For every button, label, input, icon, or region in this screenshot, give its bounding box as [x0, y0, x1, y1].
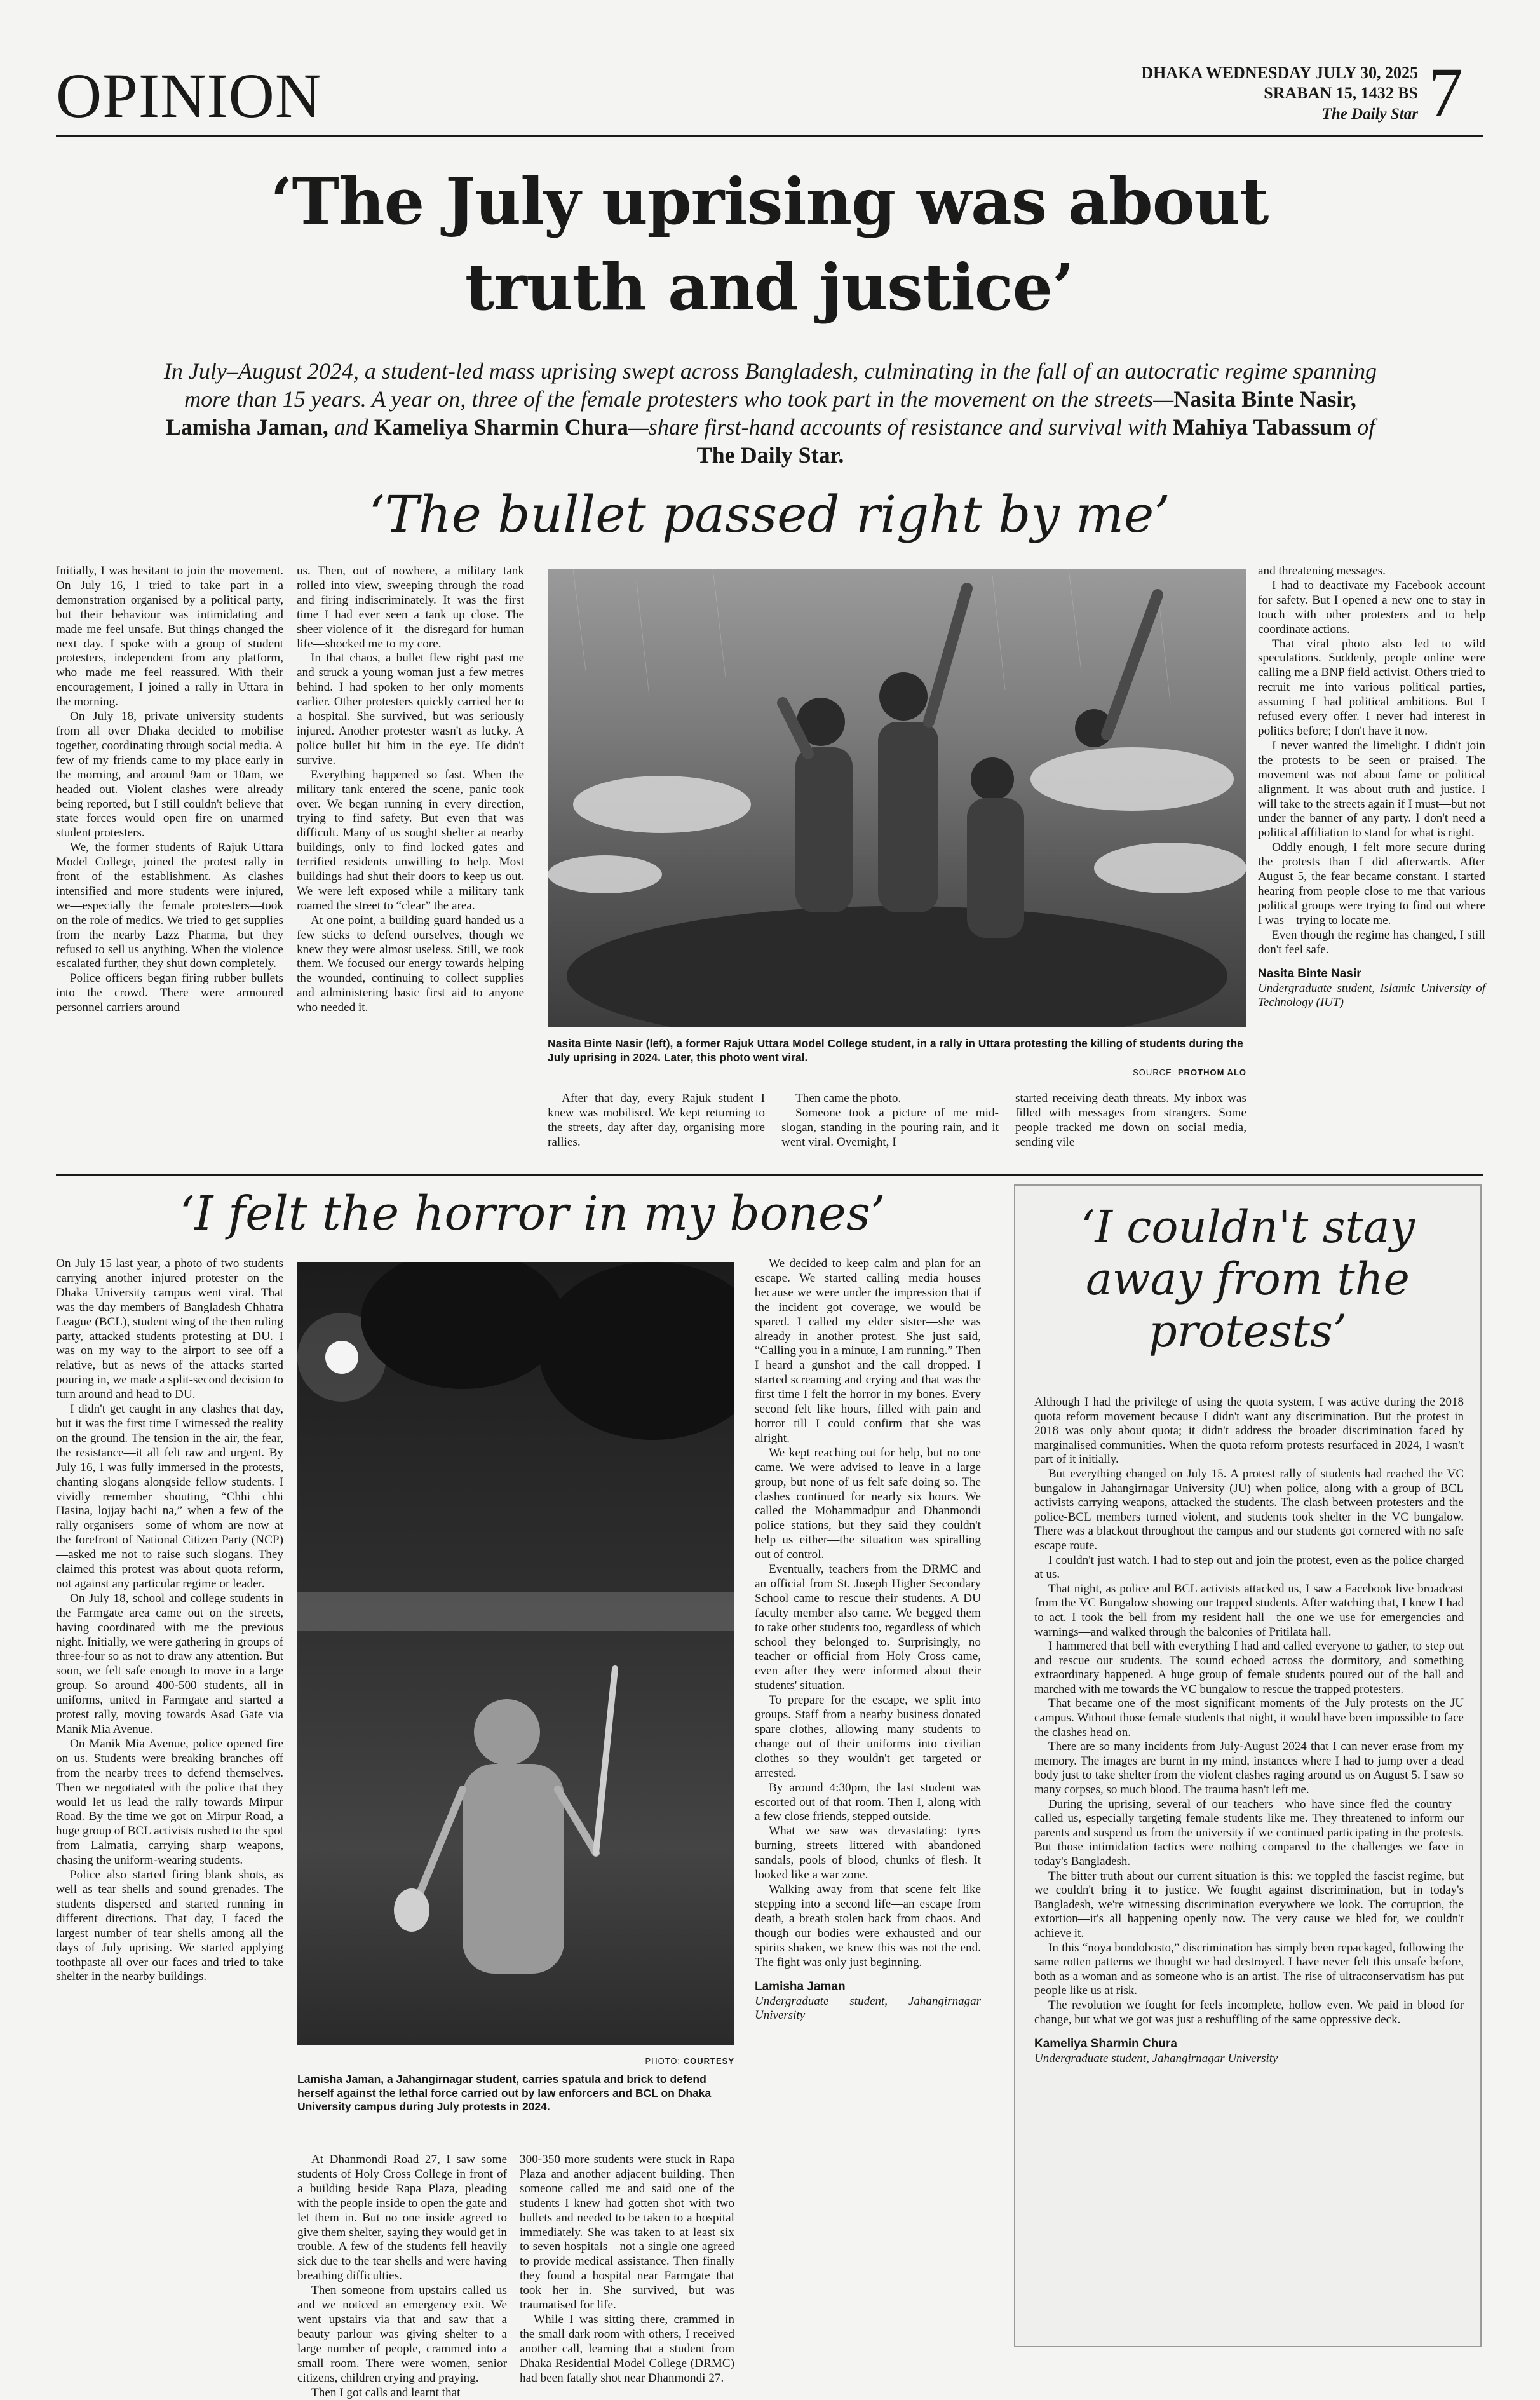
campus-photo-credit: [572, 2056, 734, 2066]
campus-photo-illustration: [297, 1262, 734, 2045]
paragraph: We, the former students of Rajuk Uttara Model College, joined the protest rally in front of the establishment. As clashes intensified and more students were injured, we—especially the female protesters—took on the role of medics. We tried to get supplies from the nearby Lazz Pharma, but they refused to sell us anything. When the violence escalated further, they shut down completely.: [56, 841, 283, 972]
story1-col-6: [1258, 564, 1485, 1010]
paragraph: After that day, every Rajuk student I knew was mobilised. We kept returning to the streets, day after day, organising more rallies.: [548, 1092, 765, 1150]
story3-title: [1014, 1201, 1482, 1357]
story1-col-4: [781, 1092, 999, 1150]
paragraph: In this “noya bondobosto,” discrimination has simply been repackaged, following the same rotten patterns we thought we had destroyed. I have never felt this unsafe before, both as a woman and as someone who is an artist. The rise of ultraconservatism has put people like us at risk.: [1034, 1941, 1464, 1998]
story-divider: [56, 1174, 1483, 1176]
credit-label: PHOTO:: [645, 2056, 681, 2066]
story3-title-line-3: protests’: [1014, 1305, 1482, 1357]
credit-name: PROTHOM ALO: [1178, 1068, 1246, 1077]
paragraph: There are so many incidents from July-August 2024 that I can never erase from my memory. The images are burnt in my mind, instances where I had to jump over a dead body just to take shelter from the violent clashes raging around us on August 5. I saw so many corpses, so much blood. The trauma hasn't left me.: [1034, 1740, 1464, 1797]
paragraph: By around 4:30pm, the last student was escorted out of that room. Then I, along with a few close friends, stepped outside.: [755, 1781, 981, 1825]
intro-and: and: [328, 414, 374, 440]
paragraph: The bitter truth about our current situation is this: we toppled the fascist regime, but we couldn't bring it to justice. We fought against discrimination, but in today's Bangladesh, we're witnessing discrimination everywhere we look. The corruption, the extortion—it's all happening openly now. The very cause we bled for, we couldn't achieve it.: [1034, 1869, 1464, 1941]
story1-title: ‘The bullet passed right by me’: [56, 483, 1483, 546]
paragraph: Someone took a picture of me mid-slogan, standing in the pouring rain, and it went viral. Overnight, I: [781, 1106, 999, 1150]
story2-col-1: [56, 1257, 283, 1984]
rally-photo-illustration: [548, 569, 1246, 1027]
paragraph: On Manik Mia Avenue, police opened fire on us. Students were breaking branches off from the nearby trees to defend themselves. Then we negotiated with the police that they would let us lead the rally towards Mirpur Road. By the time we got on Mirpur Road, a huge group of BCL activists rushed to the spot from Lalmatia, carrying sharp weapons, chasing the uniform-wearing students.: [56, 1737, 283, 1868]
story1-signature-name: Nasita Binte Nasir: [1258, 967, 1485, 982]
paragraph: Police officers began firing rubber bullets into the crowd. There were armoured personnel carriers around: [56, 972, 283, 1015]
paragraph: Then I got calls and learnt that: [297, 2386, 507, 2400]
intro-text-2: —share first-hand accounts of resistance and survival with: [628, 414, 1173, 440]
bangla-date: SRABAN 15, 1432 BS: [1037, 84, 1418, 103]
story2-signature-role: Undergraduate student, Jahangirnagar University: [755, 1995, 981, 2023]
paragraph: We kept reaching out for help, but no one came. We were advised to leave in a large group, but none of us felt safe doing so. The clashes continued for nearly six hours. We called the Mohammadpur and Dhanmondi police stations, but they said they couldn't help us either—the situation was spiralling out of control.: [755, 1446, 981, 1563]
intro-standfirst: [159, 357, 1382, 469]
story1-col-1: [56, 564, 283, 1015]
paragraph: The revolution we fought for feels incomplete, hollow even. We paid in blood for change, but what we got was just a reshuffling of the same oppressive deck.: [1034, 1998, 1464, 2027]
paragraph: Although I had the privilege of using the quota system, I was active during the 2018 quota reform movement because I didn't want any discrimination. But the protest in 2018 was only about quota; it didn't address the broader discrimination faced by marginalised communities. When the quota reform protests resurfaced in 2024, I wasn't part of it initially.: [1034, 1395, 1464, 1467]
paragraph: I didn't get caught in any clashes that day, but it was the first time I witnessed the reality on the ground. The tension in the air, the fear, the resistance—it all felt raw and urgent. By July 16, I was fully immersed in the protests, chanting slogans alongside fellow students. I vividly remember shouting, “Chhi chhi Hasina, lojjay bachi na,” when a few of the rally organisers—some of whom are now at the forefront of National Citizen Party (NCP)—asked me not to raise such slogans. They claimed this protest was about quota reform, not against any particular regime or leader.: [56, 1402, 283, 1592]
paragraph: Police also started firing blank shots, as well as tear shells and sound grenades. The students dispersed and started running in different directions. That day, I faced the largest number of tear shells among all the days of July uprising. We started applying toothpaste all over our faces and tried to take shelter in the nearby buildings.: [56, 1868, 283, 1984]
paragraph: I never wanted the limelight. I didn't join the protests to be seen or praised. The movement was not about fame or political alignment. It was about truth and justice. I will take to the streets again if I must—but not under the banner of any party. I don't need a political affiliation to stand for what is right.: [1258, 739, 1485, 841]
story1-col-5: [1015, 1092, 1246, 1150]
paragraph: We decided to keep calm and plan for an escape. We started calling media houses because we were under the impression that if the incident got coverage, we would be spared. I called my elder sister—she was already in another protest. She just said, “Calling you in a minute, I am running.” Then I heard a gunshot and the call dropped. I started screaming and crying and that was the first time I felt the horror in my bones. Every second felt like hours, filled with pain and horror till I could confirm that she was alright.: [755, 1257, 981, 1446]
intro-of: of: [1351, 414, 1375, 440]
paragraph: Everything happened so fast. When the military tank entered the scene, panic took over. We began running in every direction, trying to find safety. But even that was difficult. Many of us sought shelter at nearby buildings, only to find locked gates and terrified residents unwilling to help. Most buildings had shut their doors to keep us out. We were left exposed while a military tank roamed the street to “clear” the area.: [297, 768, 524, 914]
rally-photo: [548, 569, 1246, 1027]
masthead-rule: [56, 135, 1483, 137]
story2-col-4: [755, 1257, 981, 2023]
paragraph: In that chaos, a bullet flew right past me and struck a young woman just a few metres behind. I had spoken to her only moments earlier. Other protesters quickly carried her to a hospital. She survived, but was seriously injured. Another protester wasn't as lucky. A police bullet hit him in the eye. He didn't survive.: [297, 651, 524, 768]
paragraph: us. Then, out of nowhere, a military tank rolled into view, sweeping through the road and firing indiscriminately. It was the first time I had ever seen a tank up close. The sheer violence of it—the disregard for human life—shocked me to my core.: [297, 564, 524, 651]
paragraph: At one point, a building guard handed us a few sticks to defend ourselves, though we knew they were almost useless. Still, we took them. We focused our energy towards helping the wounded, continuing to collect supplies and administering basic first aid to anyone who needed it.: [297, 914, 524, 1015]
paragraph: On July 18, private university students from all over Dhaka decided to mobilise together, coordinating through social media. A few of my friends came to my place early in the morning, and around 9am or 10am, we headed out. Violent clashes were already being reported, but I still couldn't believe that state forces would open fire on unarmed student protesters.: [56, 710, 283, 841]
story2-signature-name: Lamisha Jaman: [755, 1980, 981, 1995]
paragraph: Oddly enough, I felt more secure during the protests than I did afterwards. After August 5, the fear became constant. I started hearing from people close to me that various political groups were trying to find out where I was—trying to locate me.: [1258, 841, 1485, 928]
paragraph: and threatening messages.: [1258, 564, 1485, 579]
campus-photo-caption: Lamisha Jaman, a Jahangirnagar student, carries spatula and brick to defend herself against the lethal force carried out by law enforcers and BCL on Dhaka University campus during July protests in 2024.: [297, 2073, 734, 2114]
story2-col-2: [297, 2153, 507, 2400]
paper-name: The Daily Star: [1037, 105, 1418, 123]
credit-name: COURTESY: [684, 2056, 734, 2066]
headline-line-2: truth and justice’: [56, 245, 1483, 330]
story1-signature-role: Undergraduate student, Islamic University of Technology (IUT): [1258, 982, 1485, 1010]
section-title: OPINION: [56, 60, 321, 132]
paragraph: I had to deactivate my Facebook account for safety. But I opened a new one to stay in touch with other protesters and to help coordinate actions.: [1258, 579, 1485, 637]
date-line: DHAKA WEDNESDAY JULY 30, 2025: [1037, 64, 1418, 83]
paragraph: That became one of the most significant moments of the July protests on the JU campus. Without those female students that night, it would have been impossible to face the clashes head on.: [1034, 1697, 1464, 1740]
paragraph: Then someone from upstairs called us and we noticed an emergency exit. We went upstairs via that and saw that a beauty parlour was giving shelter to a large number of people, crammed into a small room. There were women, senior citizens, children crying and praying.: [297, 2284, 507, 2385]
story1-col-2: [297, 564, 524, 1015]
page-number: 7: [1428, 57, 1463, 127]
rally-photo-caption: Nasita Binte Nasir (left), a former Rajuk Uttara Model College student, in a rally in Uttara protesting the killing of students during the July uprising in 2024. Later, this photo went viral.: [548, 1037, 1246, 1064]
headline: [56, 159, 1483, 330]
intro-names: Nasita Binte Nasir, Lamisha Jaman,: [166, 386, 1356, 440]
headline-line-1: ‘The July uprising was about: [56, 159, 1483, 245]
paragraph: That viral photo also led to wild speculations. Suddenly, people online were calling me a BNP field activist. Others tried to recruit me into various political parties, assuming I had political ambitions. But I refused every offer. I never had interest in politics before; I don't have it now.: [1258, 637, 1485, 739]
credit-label: SOURCE:: [1133, 1068, 1175, 1077]
paragraph: At Dhanmondi Road 27, I saw some students of Holy Cross College in front of a building beside Rapa Plaza, pleading with the people inside to open the gate and let them in. But no one inside agreed to give them shelter, saying they would get in trouble. A few of the students fell heavily sick due to the tear shells and were having breathing difficulties.: [297, 2153, 507, 2284]
paragraph: I couldn't just watch. I had to step out and join the protest, even as the police charged at us.: [1034, 1554, 1464, 1582]
paragraph: 300-350 more students were stuck in Rapa Plaza and another adjacent building. Then someone called me and said one of the students I knew had gotten shot with two bullets and needed to be taken to a hospital immediately. She was taken to at least six to seven hospitals—not a single one agreed to provide medical assistance. Then finally they found a hospital near Farmgate that took her in. She survived, but was traumatised for life.: [520, 2153, 734, 2313]
paragraph: Then came the photo.: [781, 1092, 999, 1106]
intro-name-3: Kameliya Sharmin Chura: [374, 414, 628, 440]
story3-title-line-1: ‘I couldn't stay: [1014, 1201, 1482, 1253]
paragraph: To prepare for the escape, we split into groups. Staff from a nearby business donated spare clothes, allowing many students to change out of their uniforms into civilian clothes so they wouldn't get targeted or arrested.: [755, 1693, 981, 1780]
paragraph: I hammered that bell with everything I had and called everyone to gather, to step out and rescue our students. The sound echoed across the dormitory, and something extraordinary happened. A huge group of female students poured out of the hall and marched with me towards the VC bungalow to rescue the trapped protesters.: [1034, 1639, 1464, 1697]
story3-signature-role: Undergraduate student, Jahangirnagar University: [1034, 2052, 1464, 2066]
story2-title: ‘I felt the horror in my bones’: [56, 1183, 1009, 1244]
paragraph: Initially, I was hesitant to join the movement. On July 16, I tried to take part in a demonstration organised by a political party, but their behaviour was intimidating and made me feel unsafe. But things changed the next day. I spoke with a group of student protesters, independent from any platform, who made me feel reassured. With their encouragement, I joined a rally in Uttara in the morning.: [56, 564, 283, 710]
story3-body: [1034, 1395, 1464, 2066]
paragraph: started receiving death threats. My inbox was filled with messages from strangers. Some people tracked me down on social media, sending vile: [1015, 1092, 1246, 1150]
intro-author: Mahiya Tabassum: [1173, 414, 1351, 440]
story2-col-3: [520, 2153, 734, 2386]
paragraph: During the uprising, several of our teachers—who have since fled the country—called us, especially targeting female students like me. They threatened to inform our parents and suspend us from the university if we continued participating in the protests. But those intimidation tactics were nothing compared to the challenges we face in today's Bangladesh.: [1034, 1798, 1464, 1869]
campus-photo: [297, 1262, 734, 2045]
story1-col-3: [548, 1092, 765, 1150]
paragraph: That night, as police and BCL activists attacked us, I saw a Facebook live broadcast from the VC Bungalow showing our trapped students. After watching that, I knew I had to act. I took the bell from my resident hall—the one we use for emergencies and warnings—and walked through the balconies of Pritilata hall.: [1034, 1582, 1464, 1639]
rally-photo-credit: [1067, 1068, 1246, 1077]
paragraph: On July 18, school and college students in the Farmgate area came out on the streets, having coordinated with me the previous night. Initially, we were gathering in groups of three-four so as not to draw any attention. But soon, we felt safe enough to move in a large group. So around 400-500 students, all in uniforms, united in Farmgate and started a protest rally, moving towards Asad Gate via Manik Mia Avenue.: [56, 1592, 283, 1737]
paragraph: But everything changed on July 15. A protest rally of students had reached the VC bungalow in Jahangirnagar University (JU) when police, along with a group of BCL activists carrying weapons, attacked the students. The clash between protesters and the police-BCL members turned violent, and students took shelter in the VC bungalow. There was a blackout throughout the campus and our students got cornered with no safe escape route.: [1034, 1467, 1464, 1554]
story3-title-line-2: away from the: [1014, 1253, 1482, 1305]
intro-paper: The Daily Star.: [697, 442, 844, 468]
paragraph: On July 15 last year, a photo of two students carrying another injured protester on the Dhaka University campus went viral. That was the day members of Bangladesh Chhatra League (BCL), student wing of the then ruling party, attacked students protesting at DU. I was on my way to the airport to see off a relative, but as news of the attacks started pouring in, we made a split-second decision to turn around and head to DU.: [56, 1257, 283, 1402]
paragraph: Walking away from that scene felt like stepping into a second life—an escape from death, a breath stolen back from chaos. And though our bodies were exhausted and our spirits shaken, we knew this was not the end. The fight was only just beginning.: [755, 1883, 981, 1970]
paragraph: What we saw was devastating: tyres burning, streets littered with abandoned sandals, pools of blood, chunks of flesh. It looked like a war zone.: [755, 1824, 981, 1883]
paragraph: While I was sitting there, crammed in the small dark room with others, I received another call, learning that a student from Dhaka Residential Model College (DRMC) had been fatally shot near Dhanmondi 27.: [520, 2313, 734, 2386]
paragraph: Even though the regime has changed, I still don't feel safe.: [1258, 928, 1485, 958]
intro-text: In July–August 2024, a student-led mass uprising swept across Bangladesh, culminating in the fall of an autocratic regime spanning more than 15 years. A year on, three of the female protesters who took part in the movement on the streets—: [164, 358, 1377, 412]
story3-signature-name: Kameliya Sharmin Chura: [1034, 2037, 1464, 2052]
paragraph: Eventually, teachers from the DRMC and an official from St. Joseph Higher Secondary School came to rescue their students. A DU faculty member also came. We begged them to take other students too, regardless of which school they belonged to. Surprisingly, no teacher or official from Holy Cross came, even after they were informed about their students' situation.: [755, 1563, 981, 1693]
